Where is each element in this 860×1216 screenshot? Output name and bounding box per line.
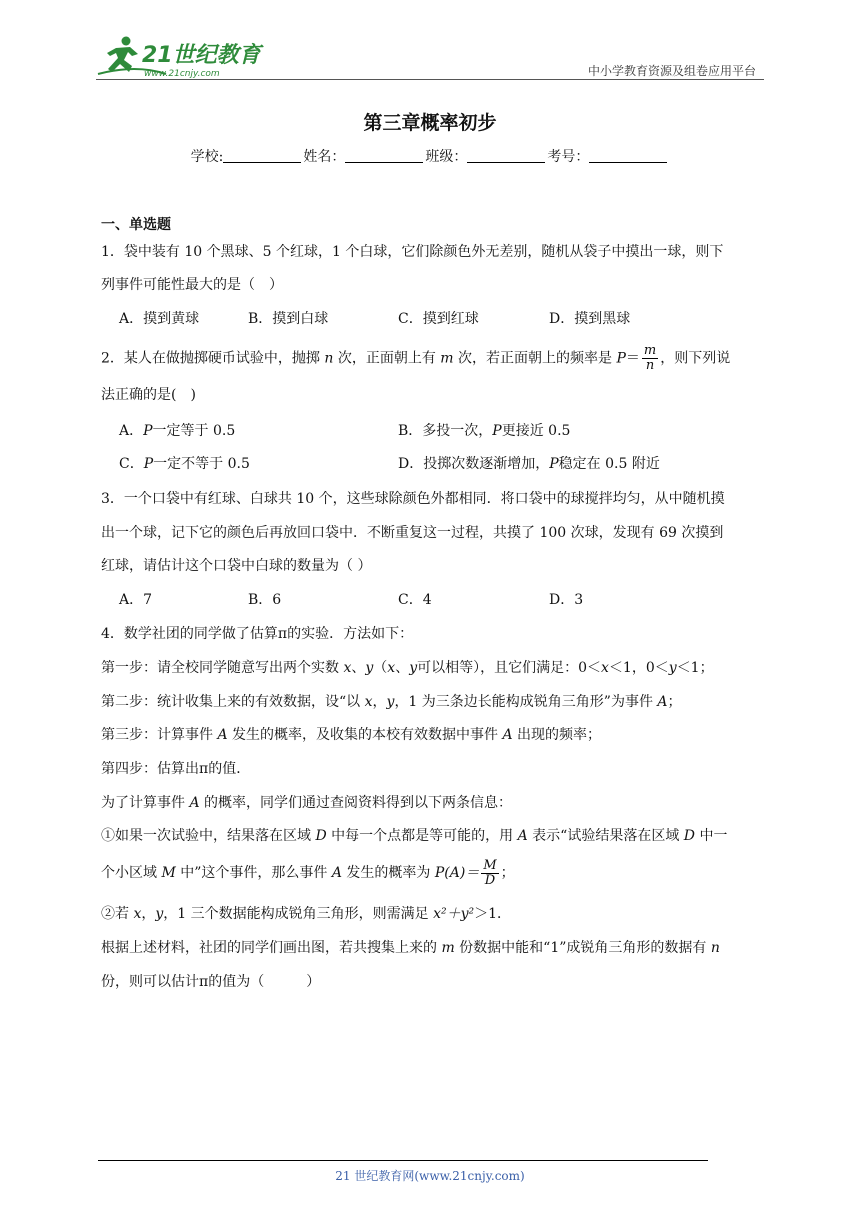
q4-condition1-line1 <box>101 826 766 846</box>
fraction-m-over-d <box>481 859 498 888</box>
text: 中每一个点都是等可能的，用 <box>326 828 518 844</box>
q2-line2: 法正确的是( ) <box>101 387 196 403</box>
text: 出现的频率； <box>512 727 602 743</box>
text: 为了计算事件 <box>101 795 190 811</box>
text: 第一步：请全校同学随意写出两个实数 <box>101 660 344 676</box>
q2-text: 次，若正面朝上的频率是 <box>453 350 617 367</box>
q2-text: ，则下列说 <box>660 350 731 367</box>
text: 根据上述材料，社团的同学们画出图，若共搜集上来的 <box>101 940 442 956</box>
var-p: P <box>143 456 154 472</box>
q2-text: 次，正面朝上有 <box>333 350 441 367</box>
q2-option-a <box>119 421 235 441</box>
q4-step3 <box>101 725 766 745</box>
text: ， <box>372 694 387 710</box>
var-m: M <box>161 865 176 881</box>
var-a: A <box>189 795 200 811</box>
var-d: D <box>315 828 327 844</box>
var-a: A <box>502 727 513 743</box>
q2-text: 2．某人在做抛掷硬币试验中，抛掷 <box>101 350 325 367</box>
text: ＜1，0＜ <box>608 660 669 676</box>
q1-line2: 列事件可能性最大的是（ ） <box>101 277 283 293</box>
text: 、 <box>351 660 366 676</box>
q4-condition1-line2 <box>101 858 766 888</box>
q3-line3: 红球，请估计这个口袋中白球的数量为（ ） <box>101 558 372 574</box>
q4-step1 <box>101 658 766 678</box>
q2-option-b <box>398 421 570 441</box>
text: 第三步：计算事件 <box>101 727 218 743</box>
text: ； <box>500 865 515 881</box>
q3-line2: 出一个球，记下它的颜色后再放回口袋中．不断重复这一过程，共摸了 100 次球，发现有 69 次摸到 <box>101 525 724 541</box>
text: 的概率，同学们通过查阅资料得到以下两条信息： <box>199 795 513 811</box>
text: ， <box>141 906 156 922</box>
q2-option-d <box>398 454 660 474</box>
var-x: x <box>133 906 142 922</box>
header-divider <box>96 79 764 80</box>
text: 表示“试验结果落在区域 <box>527 828 684 844</box>
q3-option-b: B．6 <box>248 592 282 608</box>
q2-line1 <box>101 344 766 373</box>
logo-url: www.21cnjy.com <box>144 69 220 79</box>
exam-no-blank[interactable] <box>589 148 667 163</box>
text: 发生的概率，及收集的本校有效数据中事件 <box>227 727 503 743</box>
var-x: x <box>343 660 352 676</box>
text: 发生的概率为 <box>341 865 435 881</box>
text: 份数据中能和“1”成锐角三角形的数据有 <box>454 940 711 956</box>
q3-option-d: D．3 <box>549 592 584 608</box>
formula: x²＋y² <box>433 906 475 922</box>
var-n: n <box>710 940 720 956</box>
q4-info <box>101 793 766 813</box>
equals: ＝ <box>625 350 640 367</box>
class-blank[interactable] <box>467 148 545 163</box>
q4-last-line2: 份，则可以估计π的值为（ ） <box>101 974 321 990</box>
text: ①如果一次试验中，结果落在区域 <box>101 828 316 844</box>
footer-text: 21 世纪教育网(www.21cnjy.com) <box>335 1169 525 1183</box>
var-x: x <box>364 694 373 710</box>
page-title: 第三章概率初步 <box>363 112 497 134</box>
q3-option-a: A．7 <box>119 592 153 608</box>
q4-step2 <box>101 692 766 712</box>
opt-text: D．投掷次数逐渐增加， <box>398 456 550 472</box>
logo-text: 21世纪教育 <box>142 43 261 68</box>
section-heading: 一、单选题 <box>101 217 171 233</box>
var-p: P <box>549 456 559 472</box>
frac-numerator: m <box>643 343 657 358</box>
text: ＞1． <box>474 906 512 922</box>
var-y: y <box>668 660 677 676</box>
text: ＜1； <box>676 660 714 676</box>
q3-line1: 3．一个口袋中有红球、白球共 10 个，这些球除颜色外都相同．将口袋中的球搅拌均匀，从中随机摸 <box>101 491 725 507</box>
opt-text: 一定等于 0.5 <box>152 423 236 439</box>
exam-no-label: 考号： <box>547 149 590 165</box>
q1-line1: 1．袋中装有 10 个黑球、5 个红球，1 个白球，它们除颜色外无差别，随机从袋子中摸出一球，则下 <box>101 244 724 260</box>
student-info-line <box>0 146 860 166</box>
text: 、 <box>395 660 410 676</box>
var-a: A <box>217 727 228 743</box>
var-p: P <box>616 350 626 367</box>
opt-text: C． <box>119 456 144 472</box>
opt-text: 稳定在 0.5 附近 <box>558 456 660 472</box>
frac-numerator: M <box>483 857 497 873</box>
var-p: P <box>492 423 502 439</box>
opt-text: A． <box>119 423 144 439</box>
text: ，1 三个数据能构成锐角三角形，则需满足 <box>163 906 434 922</box>
q2-option-c <box>119 454 250 474</box>
text: 中”这个事件，那么事件 <box>175 865 332 881</box>
var-p: P <box>143 423 153 439</box>
text: 可以相等），且它们满足：0＜ <box>417 660 602 676</box>
var-a: A <box>517 828 528 844</box>
q1-option-b: B．摸到白球 <box>248 311 329 327</box>
logo <box>96 34 266 80</box>
frac-denominator: n <box>645 358 655 373</box>
var-a: A <box>331 865 342 881</box>
name-blank[interactable] <box>345 148 423 163</box>
class-label: 班级： <box>425 149 468 165</box>
var-m-lower: m <box>441 940 455 956</box>
probability-expr: P(A)＝ <box>434 865 480 881</box>
platform-name: 中小学教育资源及组卷应用平台 <box>587 64 756 78</box>
text: ； <box>667 694 682 710</box>
school-label: 学校: <box>190 149 224 165</box>
var-x: x <box>387 660 396 676</box>
opt-text: B．多投一次， <box>398 423 493 439</box>
q4-step4: 第四步：估算出π的值． <box>101 761 251 777</box>
opt-text: 更接近 0.5 <box>501 423 571 439</box>
q1-option-c: C．摸到红球 <box>398 311 479 327</box>
text: ，1 为三条边长能构成锐角三角形”为事件 <box>394 694 658 710</box>
var-d: D <box>683 828 696 844</box>
text: （ <box>373 660 388 676</box>
q3-option-c: C．4 <box>398 592 432 608</box>
text: 个小区域 <box>101 865 162 881</box>
var-x: x <box>601 660 609 676</box>
var-y: y <box>365 660 374 676</box>
q4-condition2 <box>101 904 766 924</box>
q4-line1: 4．数学社团的同学做了估算π的实验．方法如下： <box>101 626 414 642</box>
var-m: m <box>440 350 454 367</box>
text: ②若 <box>101 906 134 922</box>
q4-last-line1 <box>101 938 766 958</box>
school-blank[interactable] <box>223 148 301 163</box>
var-y: y <box>409 660 418 676</box>
var-y: y <box>155 906 164 922</box>
text: 第二步：统计收集上来的有效数据，设“以 <box>101 694 365 710</box>
frac-denominator: D <box>484 872 496 888</box>
var-y: y <box>386 694 395 710</box>
q1-option-a: A．摸到黄球 <box>119 311 200 327</box>
opt-text: 一定不等于 0.5 <box>153 456 250 472</box>
text: 中一 <box>695 828 728 844</box>
q1-option-d: D．摸到黑球 <box>549 311 631 327</box>
footer-divider <box>98 1160 708 1161</box>
var-n: n <box>324 350 334 367</box>
var-a: A <box>657 694 668 710</box>
name-label: 姓名： <box>303 149 346 165</box>
fraction-m-over-n <box>642 344 658 373</box>
